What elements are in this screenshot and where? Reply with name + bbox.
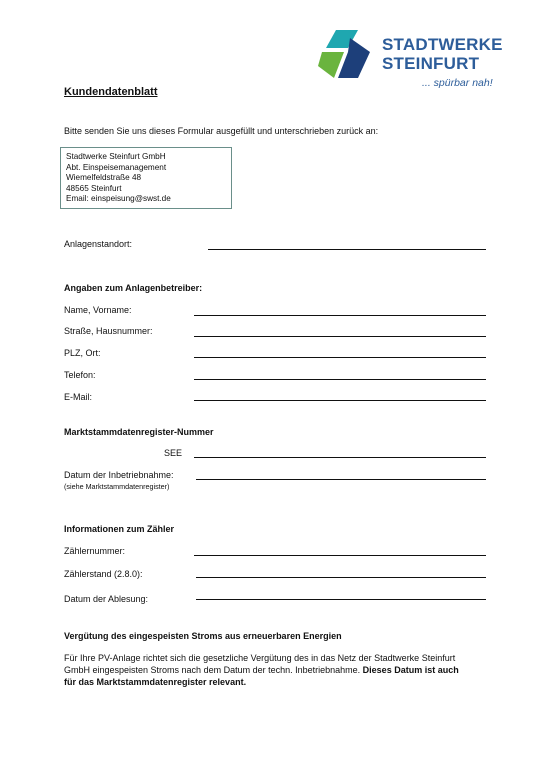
verguetung-text xyxy=(64,652,464,688)
name-label: Name, Vorname: xyxy=(64,305,132,315)
logo-name-line1: STADTWERKE xyxy=(382,35,503,54)
intro-text: Bitte senden Sie uns dieses Formular ausgefüllt und unterschrieben zurück an: xyxy=(64,126,379,136)
address-line: Wiemelfeldstraße 48 xyxy=(66,173,142,182)
verguetung-text-bold: Dieses Datum ist auch für das Marktstammdatenregister relevant. xyxy=(64,665,459,687)
inbetriebnahme-note: (siehe Marktstammdatenregister) xyxy=(64,482,170,491)
company-logo xyxy=(318,28,518,98)
register-heading: Marktstammdatenregister-Nummer xyxy=(64,427,214,437)
anlagenstandort-field[interactable] xyxy=(208,249,486,250)
zaehler-heading: Informationen zum Zähler xyxy=(64,524,175,534)
name-field[interactable] xyxy=(194,315,486,316)
email-label: E-Mail: xyxy=(64,392,93,402)
betreiber-heading: Angaben zum Anlagenbetreiber: xyxy=(64,283,203,293)
zaehlernummer-field[interactable] xyxy=(194,555,486,556)
address-email: Email: einspeisung@swst.de xyxy=(66,194,171,203)
verguetung-heading: Vergütung des eingespeisten Stroms aus erneuerbaren Energien xyxy=(64,631,342,641)
verguetung-text-body: Für Ihre PV-Anlage richtet sich die gesetzliche Vergütung des in das Netz der Stadtwerke Steinfurt GmbH eingespeisten Stroms nach dem Datum der techn. Inbetriebnahme. xyxy=(64,653,456,675)
logo-mark-icon xyxy=(318,28,370,82)
inbetriebnahme-field[interactable] xyxy=(196,479,486,480)
zaehlerstand-field[interactable] xyxy=(196,577,486,578)
inbetriebnahme-label: Datum der Inbetriebnahme: xyxy=(64,470,174,480)
logo-tagline: ... spürbar nah! xyxy=(422,77,493,89)
address-line: Abt. Einspeisemanagement xyxy=(66,162,167,172)
anlagenstandort-label: Anlagenstandort: xyxy=(64,239,133,249)
telefon-field[interactable] xyxy=(194,379,486,380)
plz-field[interactable] xyxy=(194,357,486,358)
address-line: 48565 Steinfurt xyxy=(66,183,122,193)
email-field[interactable] xyxy=(194,400,486,401)
strasse-field[interactable] xyxy=(194,336,486,337)
ablesung-field[interactable] xyxy=(196,599,486,600)
see-field[interactable] xyxy=(194,457,486,458)
page-title: Kundendatenblatt xyxy=(64,86,158,98)
ablesung-label: Datum der Ablesung: xyxy=(64,594,149,604)
address-box xyxy=(60,147,232,209)
zaehlernummer-label: Zählernummer: xyxy=(64,546,126,556)
plz-label: PLZ, Ort: xyxy=(64,348,101,358)
see-label: SEE xyxy=(164,448,183,458)
zaehlerstand-label: Zählerstand (2.8.0): xyxy=(64,569,143,579)
strasse-label: Straße, Hausnummer: xyxy=(64,326,153,336)
logo-name-line2: STEINFURT xyxy=(382,54,480,73)
telefon-label: Telefon: xyxy=(64,370,96,380)
address-line: Stadtwerke Steinfurt GmbH xyxy=(66,152,166,161)
